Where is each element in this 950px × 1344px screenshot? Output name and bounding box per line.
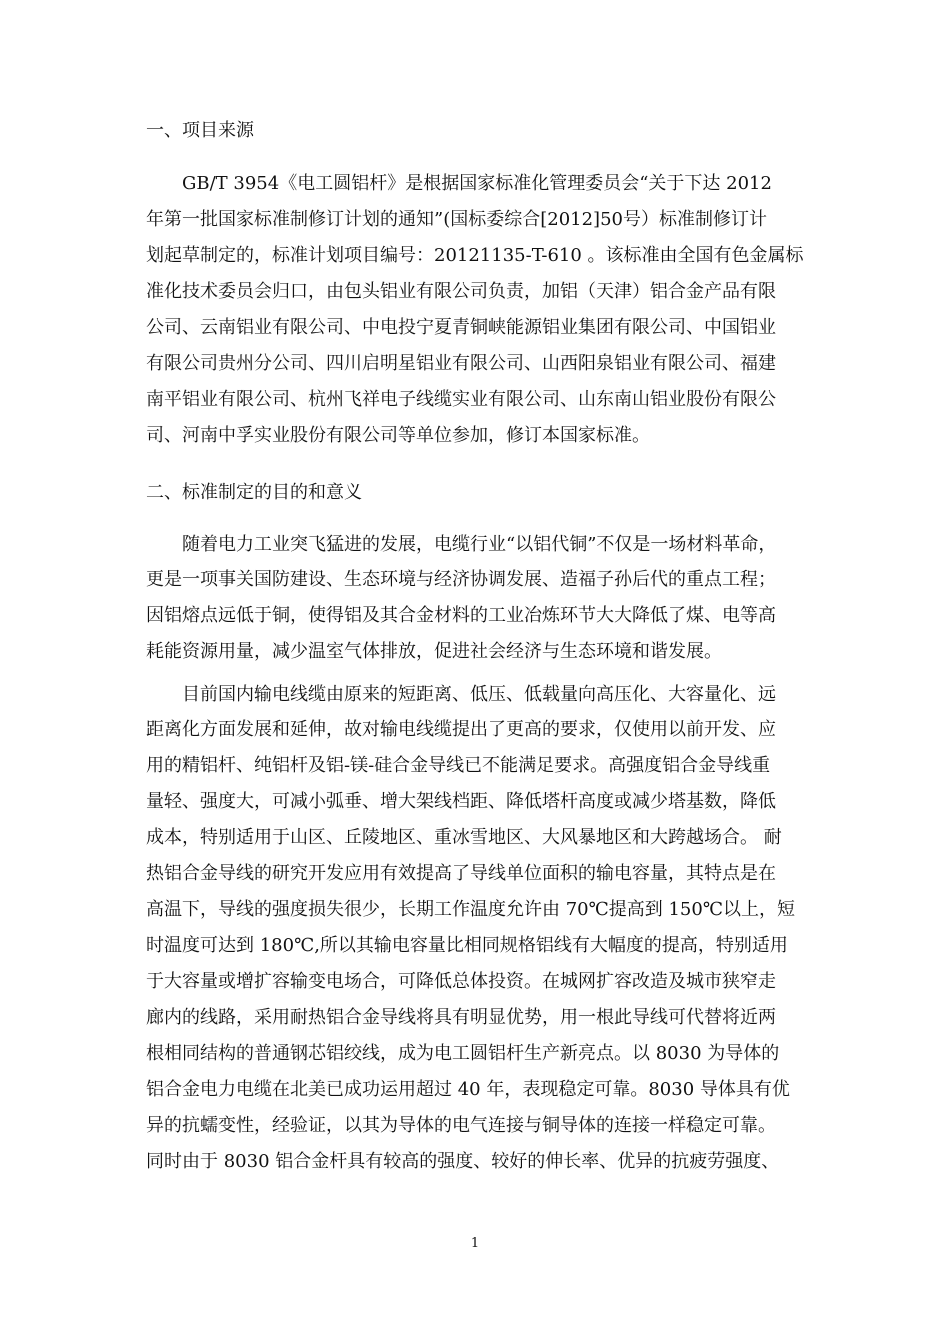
- paragraph-line: 同时由于 8030 铝合金杆具有较高的强度、较好的伸长率、优异的抗疲劳强度、: [146, 1151, 780, 1172]
- paragraph-line: 成本，特别适用于山区、丘陵地区、重冰雪地区、大风暴地区和大跨越场合。 耐: [146, 827, 782, 848]
- paragraph-line: 根相同结构的普通钢芯铝绞线，成为电工圆铝杆生产新亮点。以 8030 为导体的: [146, 1043, 780, 1064]
- paragraph-line: 更是一项事关国防建设、生态环境与经济协调发展、造福子孙后代的重点工程；: [146, 569, 776, 590]
- paragraph-line: 异的抗蠕变性，经验证，以其为导体的电气连接与铜导体的连接一样稳定可靠。: [146, 1115, 776, 1136]
- paragraph-line: 南平铝业有限公司、杭州飞祥电子线缆实业有限公司、山东南山铝业股份有限公: [146, 389, 776, 410]
- paragraph-line: 高温下，导线的强度损失很少，长期工作温度允许由 70℃提高到 150℃以上，短: [146, 899, 795, 920]
- paragraph-line: 距离化方面发展和延伸，故对输电线缆提出了更高的要求，仅使用以前开发、应: [146, 719, 776, 740]
- section-heading-2: 二、标准制定的目的和意义: [146, 482, 362, 503]
- paragraph-line: 有限公司贵州分公司、四川启明星铝业有限公司、山西阳泉铝业有限公司、福建: [146, 353, 776, 374]
- paragraph-line: 目前国内输电线缆由原来的短距离、低压、低载量向高压化、大容量化、远: [182, 684, 776, 705]
- paragraph-line: 因铝熔点远低于铜，使得铝及其合金材料的工业冶炼环节大大降低了煤、电等高: [146, 605, 776, 626]
- paragraph-line: 铝合金电力电缆在北美已成功运用超过 40 年，表现稳定可靠。8030 导体具有优: [146, 1079, 790, 1100]
- paragraph-line: 公司、云南铝业有限公司、中电投宁夏青铜峡能源铝业集团有限公司、中国铝业: [146, 317, 776, 338]
- paragraph-line: 司、河南中孚实业股份有限公司等单位参加，修订本国家标准。: [146, 425, 650, 446]
- paragraph-line: 热铝合金导线的研究开发应用有效提高了导线单位面积的输电容量，其特点是在: [146, 863, 776, 884]
- paragraph-line: 耗能资源用量，减少温室气体排放，促进社会经济与生态环境和谐发展。: [146, 641, 722, 662]
- paragraph-line: 用的精铝杆、纯铝杆及铝-镁-硅合金导线已不能满足要求。高强度铝合金导线重: [146, 755, 771, 776]
- paragraph-line: 划起草制定的，标准计划项目编号：20121135-T-610 。该标准由全国有色金属标: [146, 245, 804, 266]
- paragraph-line: 随着电力工业突飞猛进的发展，电缆行业“以铝代铜”不仅是一场材料革命，: [182, 534, 777, 555]
- paragraph-line: 准化技术委员会归口，由包头铝业有限公司负责，加铝（天津）铝合金产品有限: [146, 281, 776, 302]
- page-number: 1: [470, 1236, 480, 1251]
- paragraph-line: 廊内的线路，采用耐热铝合金导线将具有明显优势，用一根此导线可代替将近两: [146, 1007, 776, 1028]
- section-heading-1: 一、项目来源: [146, 120, 254, 141]
- paragraph-line: 时温度可达到 180℃,所以其输电容量比相同规格铝线有大幅度的提高，特别适用: [146, 935, 788, 956]
- paragraph-line: 年第一批国家标准制修订计划的通知”(国标委综合[2012]50号）标准制修订计: [146, 209, 767, 230]
- paragraph-line: GB/T 3954《电工圆铝杆》是根据国家标准化管理委员会“关于下达 2012: [182, 173, 772, 194]
- paragraph-line: 于大容量或增扩容输变电场合，可降低总体投资。在城网扩容改造及城市狭窄走: [146, 971, 776, 992]
- paragraph-line: 量轻、强度大，可减小弧垂、增大架线档距、降低塔杆高度或减少塔基数，降低: [146, 791, 776, 812]
